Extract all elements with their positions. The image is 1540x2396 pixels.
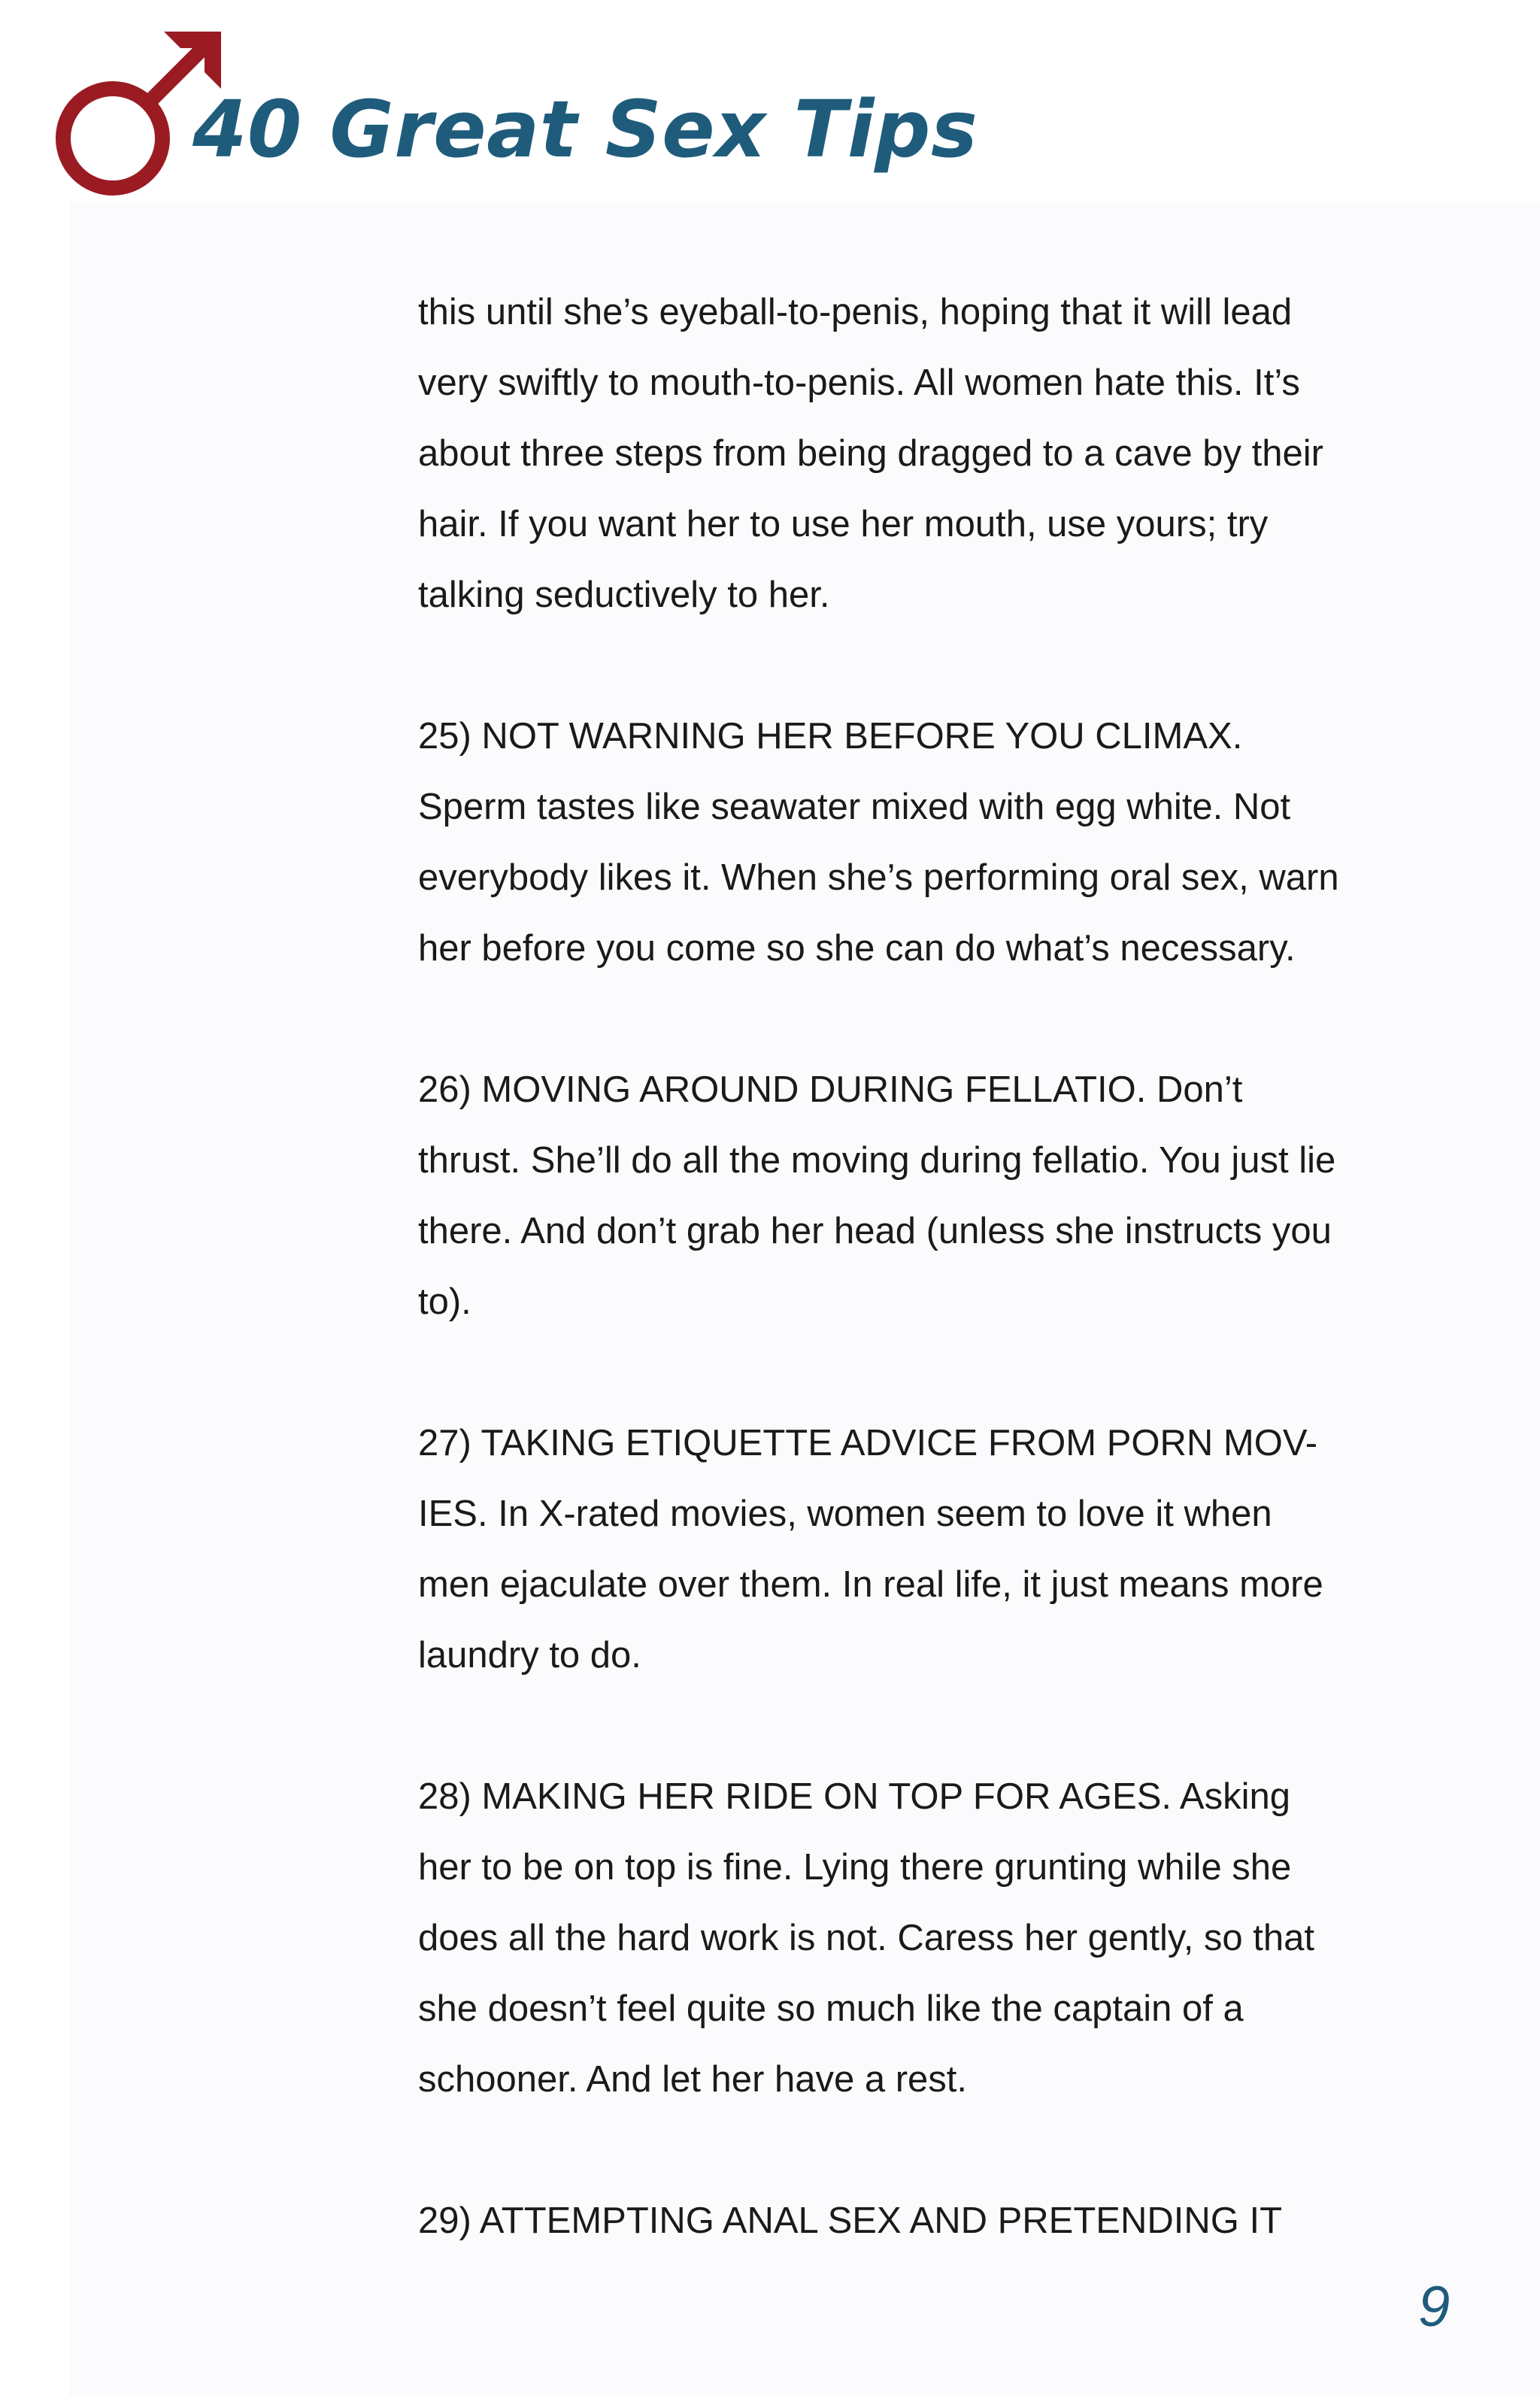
page-body	[418, 277, 1411, 2327]
tip-27: 27) TAKING ETIQUETTE ADVICE FROM PORN MOV- IES. In X-rated movies, women seem to love it when men ejaculate over them. In real life, it just means more laundry to do.	[418, 1423, 1323, 1676]
tip-26: 26) MOVING AROUND DURING FELLATIO. Don’t thrust. She’ll do all the moving during fellatio. You just lie there. And don’t grab her head (unless she instructs you to).	[418, 1069, 1336, 1322]
tip-28: 28) MAKING HER RIDE ON TOP FOR AGES. Asking her to be on top is fine. Lying there grunting while she does all the hard work is not. Caress her gently, so that she doesn’t feel quite so much like the captain of a schooner. And let her have a rest.	[418, 1776, 1315, 2100]
paragraph-continuation: this until she’s eyeball-to-penis, hoping that it will lead very swiftly to mouth-to-penis. All women hate this. It’s about three steps from being dragged to a cave by their hair. If you want her to use her mouth, use yours; try talking seductively to her.	[418, 292, 1323, 615]
document-title: 40 Great Sex Tips	[192, 83, 978, 175]
tip-29: 29) ATTEMPTING ANAL SEX AND PRETENDING IT	[418, 2200, 1283, 2241]
page-number: 9	[1418, 2275, 1451, 2339]
tip-25: 25) NOT WARNING HER BEFORE YOU CLIMAX. Sperm tastes like seawater mixed with egg white. Not everybody likes it. When she’s performing oral sex, warn her before you come so she can do what’s necessary.	[418, 716, 1339, 969]
